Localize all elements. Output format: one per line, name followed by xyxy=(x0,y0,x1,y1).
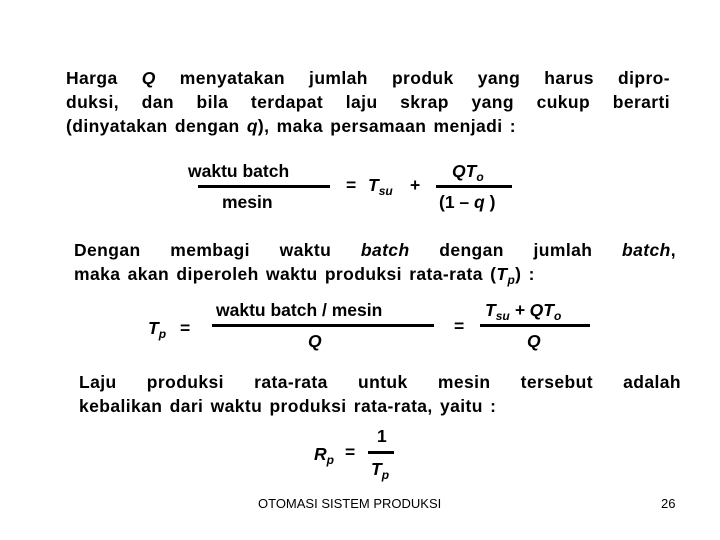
eq3-numerator: 1 xyxy=(377,426,387,446)
paragraph-average-time xyxy=(74,238,676,286)
eq3-rp: $R_p$ xyxy=(314,444,334,467)
eq1-plus: + xyxy=(410,175,421,195)
paragraph-line: kebalikan dari waktu produksi rata-rata, yaitu : xyxy=(79,396,497,416)
eq2-numerator-1: waktu batch / mesin xyxy=(216,300,383,320)
eq1-lhs-denominator: mesin xyxy=(222,192,273,212)
paragraph-line: duksi, dan bila terdapat laju skrap yang cukup berarti xyxy=(66,92,670,112)
eq3-denominator: $T_p$ xyxy=(371,459,390,482)
paragraph-line: maka akan diperoleh waktu produksi rata-rata $(T_p)$ : xyxy=(74,264,535,287)
eq1-lhs-numerator: waktu batch xyxy=(188,161,290,181)
eq1-equals: = xyxy=(346,175,357,195)
eq3-fraction-bar xyxy=(368,451,394,454)
eq1-tsu: $T_{su}$ xyxy=(368,175,393,198)
paragraph-line: Harga Q menyatakan jumlah produk yang harus dipro- xyxy=(66,68,670,88)
eq2-denominator-2: Q xyxy=(527,331,541,351)
eq2-numerator-2: $T_{su} + QT_o$ xyxy=(485,300,562,323)
footer-title: OTOMASI SISTEM PRODUKSI xyxy=(258,496,442,511)
eq2-denominator-1: Q xyxy=(308,331,322,351)
eq1-rhs-numerator: $QT_o$ xyxy=(452,161,484,184)
eq2-equals-1: = xyxy=(180,318,191,338)
paragraph-line: Laju produksi rata-rata untuk mesin tersebut adalah xyxy=(79,372,681,392)
paragraph-production-rate xyxy=(79,370,681,418)
paragraph-line: Dengan membagi waktu batch dengan jumlah batch, xyxy=(74,240,676,260)
eq1-rhs-fraction-bar xyxy=(436,185,512,188)
eq2-fraction-bar-2 xyxy=(480,324,590,327)
paragraph-intro xyxy=(66,66,670,138)
eq3-equals: = xyxy=(345,442,356,462)
eq2-tp: $T_p$ xyxy=(148,318,167,341)
page-number: 26 xyxy=(661,496,676,511)
eq1-rhs-denominator: (1 – q ) xyxy=(439,192,496,212)
eq2-fraction-bar-1 xyxy=(212,324,434,327)
eq1-lhs-fraction-bar xyxy=(198,185,330,188)
paragraph-line: (dinyatakan dengan q), maka persamaan menjadi : xyxy=(66,116,516,136)
eq2-equals-2: = xyxy=(454,316,465,336)
